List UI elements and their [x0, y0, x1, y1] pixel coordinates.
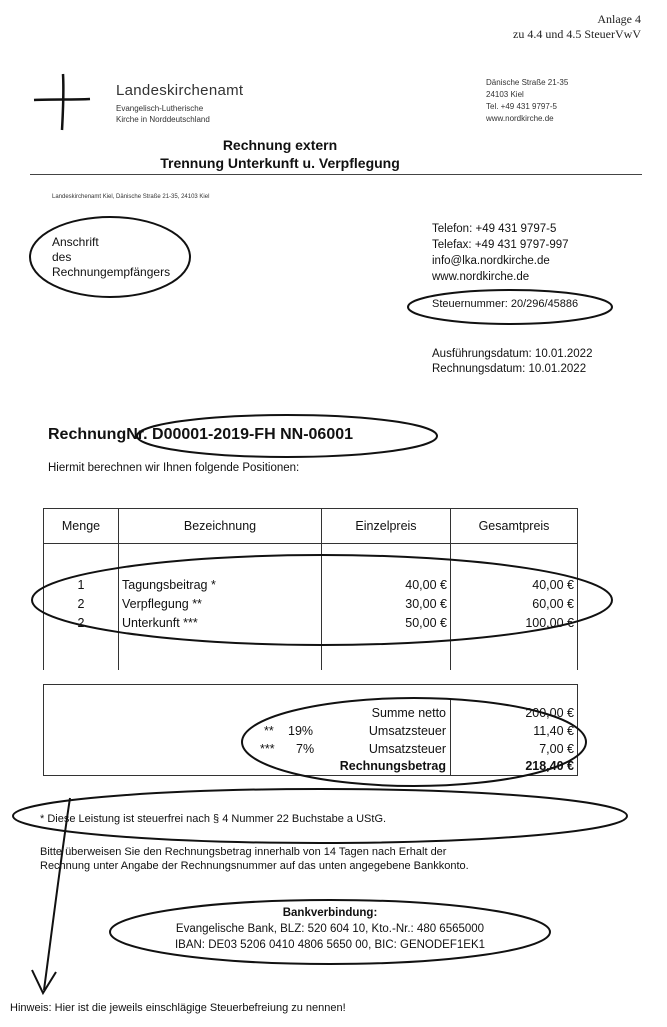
recipient-line-2: des [52, 250, 72, 264]
invoice-date: Rechnungsdatum: 10.01.2022 [432, 363, 587, 375]
vat1-label: Umsatzsteuer [368, 724, 446, 738]
org-sub-2: Kirche in Norddeutschland [116, 115, 210, 124]
total-label: Rechnungsbetrag [339, 759, 446, 773]
address-street: Dänische Straße 21-35 [486, 78, 569, 87]
sum-netto-label: Summe netto [371, 706, 446, 720]
row-gesamtpreis: 60,00 € [451, 595, 578, 614]
total-value: 218,40 € [525, 759, 574, 773]
row-bezeichnung: Tagungsbeitrag * [119, 576, 322, 595]
items-ellipse [32, 555, 612, 645]
sender-line: Landeskirchenamt Kiel, Dänische Straße 21-35, 24103 Kiel [52, 194, 210, 200]
bank-line-2: IBAN: DE03 5206 0410 4806 5650 00, BIC: GENODEF1EK1 [174, 939, 486, 951]
contact-telefax: Telefax: +49 431 9797-997 [432, 239, 569, 251]
arrow-head-icon [32, 970, 56, 993]
contact-web: www.nordkirche.de [432, 271, 530, 283]
annex-line-1: Anlage 4 [597, 12, 641, 26]
payment-line-2: Rechnung unter Angabe der Rechnungsnummer auf das unten angegebene Bankkonto. [40, 860, 469, 872]
invoice-number-value: Nr. D00001-2019-FH NN-06001 [126, 426, 354, 443]
address-tel: Tel. +49 431 9797-5 [486, 102, 557, 111]
invoice-number-ellipse [137, 415, 437, 457]
vat1-rate: 19% [288, 724, 314, 738]
summary-ellipse [242, 698, 586, 786]
header-einzelpreis: Einzelpreis [322, 509, 451, 544]
vat2-label: Umsatzsteuer [368, 742, 446, 756]
bank-ellipse [110, 900, 550, 964]
row-menge: 2 [44, 614, 119, 633]
header-menge: Menge [44, 509, 119, 544]
contact-telefon: Telefon: +49 431 9797-5 [432, 223, 557, 235]
title-line-1: Rechnung extern [222, 137, 338, 153]
execution-date: Ausführungsdatum: 10.01.2022 [432, 348, 593, 360]
footnote-ellipse [13, 789, 627, 843]
arrow-line [44, 798, 70, 990]
bank-title: Bankverbindung: [282, 907, 378, 919]
title-line-2: Trennung Unterkunft u. Verpflegung [160, 155, 400, 171]
address-city: 24103 Kiel [486, 90, 524, 99]
vat2-rate: 7% [296, 742, 315, 756]
footnote: * Diese Leistung ist steuerfrei nach § 4 Nummer 22 Buchstabe a UStG. [40, 813, 387, 825]
vat2-mark: *** [260, 742, 275, 756]
row-einzelpreis: 30,00 € [322, 595, 451, 614]
org-name: Landeskirchenamt [116, 82, 244, 99]
row-menge: 1 [44, 576, 119, 595]
vat1-value: 11,40 € [533, 724, 574, 738]
row-bezeichnung: Verpflegung ** [119, 595, 322, 614]
row-einzelpreis: 50,00 € [322, 614, 451, 633]
vat2-value: 7,00 € [539, 742, 574, 756]
org-sub-1: Evangelisch-Lutherische [116, 104, 204, 113]
tax-number-ellipse [408, 290, 612, 324]
bank-line-1: Evangelische Bank, BLZ: 520 604 10, Kto.-Nr.: 480 6565000 [175, 923, 485, 935]
header-gesamtpreis: Gesamtpreis [451, 509, 578, 544]
row-bezeichnung: Unterkunft *** [119, 614, 322, 633]
contact-email: info@lka.nordkirche.de [432, 255, 550, 267]
annex-line-2: zu 4.4 und 4.5 SteuerVwV [513, 27, 641, 41]
recipient-line-1: Anschrift [52, 235, 99, 249]
recipient-line-3: Rechnungempfängers [52, 265, 171, 279]
row-einzelpreis: 40,00 € [322, 576, 451, 595]
address-web: www.nordkirche.de [486, 114, 554, 123]
row-gesamtpreis: 100,00 € [451, 614, 578, 633]
tax-number: Steuernummer: 20/296/45886 [432, 298, 579, 310]
intro-text: Hiermit berechnen wir Ihnen folgende Positionen: [48, 462, 300, 474]
hinweis-note: Hinweis: Hier ist die jeweils einschlägige Steuerbefreiung zu nennen! [10, 1002, 346, 1014]
sum-netto-value: 200,00 € [525, 706, 574, 720]
invoice-label: Rechnung [48, 426, 127, 443]
row-gesamtpreis: 40,00 € [451, 576, 578, 595]
recipient-ellipse [30, 217, 190, 297]
header-bezeichnung: Bezeichnung [119, 509, 322, 544]
row-menge: 2 [44, 595, 119, 614]
vat1-mark: ** [264, 724, 274, 738]
payment-line-1: Bitte überweisen Sie den Rechnungsbetrag innerhalb von 14 Tagen nach Erhalt der [40, 846, 447, 858]
